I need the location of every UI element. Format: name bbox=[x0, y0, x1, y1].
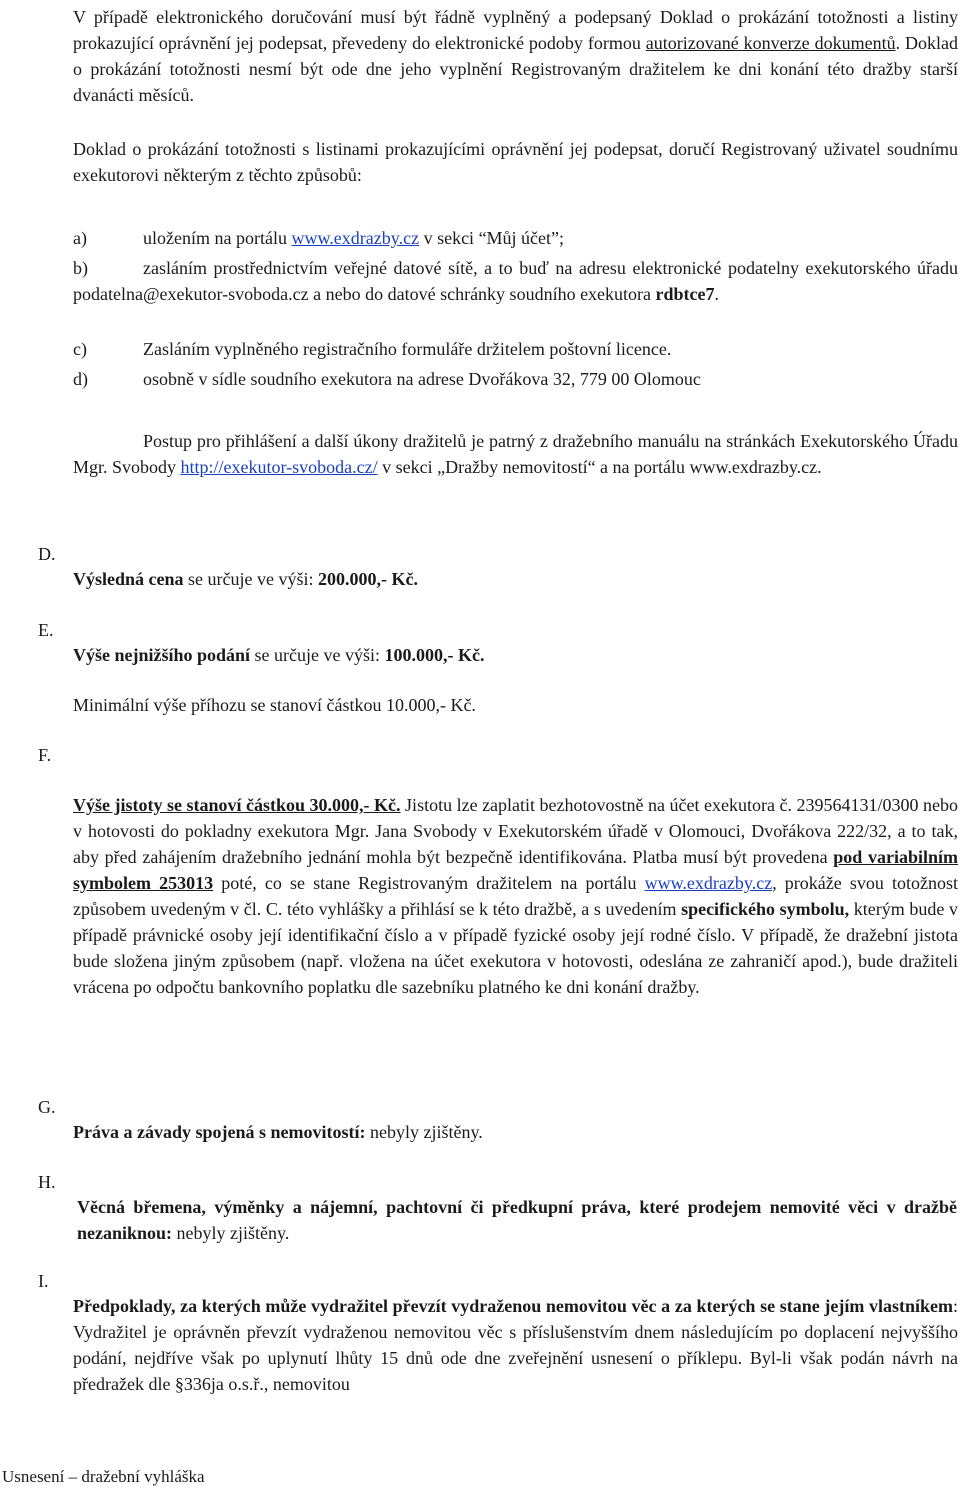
text: v sekci „Dražby nemovitostí“ a na portálu www.exdrazby.cz. bbox=[377, 457, 822, 477]
text: : Vydražitel je oprávněn převzít vydraženou nemovitou věc s příslušenstvím dnem následujícím po doplacení nejvyššího podání, nejdříve však po uplynutí lhůty 15 dnů ode dne zveřejnění usnesení o příklepu. Byl-li však podán návrh na předražek dle §336ja o.s.ř., nemovitou bbox=[73, 1296, 958, 1394]
exdrazby-link[interactable]: www.exdrazby.cz bbox=[644, 873, 773, 893]
text: uložením na portálu bbox=[143, 228, 292, 248]
text: specifického symbolu, bbox=[681, 899, 850, 919]
paragraph-electronic-delivery bbox=[73, 4, 958, 108]
text: V případě elektronického doručování musí být řádně vyplněný a podepsaný Doklad o prokázání totožnosti a listiny prokazující oprávnění jej podepsat, převedeny do elektronické podoby formou bbox=[73, 7, 958, 53]
text: Doklad o prokázání totožnosti s listinami prokazujícími oprávnění jej podepsat, doručí Registrovaný uživatel soudnímu exekutorovi některým z těchto způsobů: bbox=[73, 139, 958, 185]
text: , prokáže svou totožnost způsobem uvedeným v čl. C. této vyhlášky a přihlásí se k této dražbě, a s uvedením bbox=[73, 873, 959, 919]
list-marker: a) bbox=[73, 228, 87, 248]
text: 200.000,- Kč. bbox=[317, 569, 418, 589]
text: kterým bude v případě právnické osoby její identifikační číslo a v případě fyzické osoby její rodné číslo. V případě, že dražební jistota bude složena jiným způsobem (např. vložena na účet exekutora v hotovosti, odeslána ze zahraničí apod.), bude dražiteli vrácena po odpočtu bankovního poplatku dle sazebníku platného ke dni konání dražby. bbox=[73, 899, 958, 997]
section-letter-f: F. bbox=[38, 745, 52, 765]
text: Výše nejnižšího podání bbox=[73, 645, 251, 665]
paragraph-delivery-methods bbox=[73, 136, 958, 188]
section-letter-g: G. bbox=[38, 1097, 56, 1117]
text: osobně v sídle soudního exekutora na adrese Dvořákova 32, 779 00 Olomouc bbox=[143, 369, 701, 389]
conversion-link[interactable]: autorizované konverze dokumentů bbox=[645, 33, 896, 53]
section-letter-d: D. bbox=[38, 544, 56, 564]
text: se určuje ve výši: bbox=[183, 569, 318, 589]
text: 100.000,- Kč. bbox=[384, 645, 485, 665]
section-e-min-increment bbox=[73, 692, 958, 718]
section-f-deposit bbox=[73, 792, 958, 1000]
section-i-conditions bbox=[73, 1293, 958, 1397]
section-d-final-price bbox=[73, 566, 958, 592]
list-item-d bbox=[73, 366, 958, 392]
text: nebyly zjištěny. bbox=[172, 1223, 290, 1243]
section-e-lowest-bid bbox=[73, 642, 958, 668]
section-g-rights bbox=[73, 1119, 958, 1145]
text: se určuje ve výši: bbox=[250, 645, 385, 665]
text: Zasláním vyplněného registračního formuláře držitelem poštovní licence. bbox=[143, 339, 672, 359]
page-footer: Usnesení – dražební vyhláška bbox=[2, 1467, 205, 1486]
exdrazby-link[interactable]: www.exdrazby.cz bbox=[291, 228, 420, 248]
list-marker: d) bbox=[73, 369, 88, 389]
exekutor-svoboda-link[interactable]: http://exekutor-svoboda.cz/ bbox=[180, 457, 378, 477]
list-item-c bbox=[73, 336, 958, 362]
section-letter-e: E. bbox=[38, 620, 54, 640]
text: Práva a závady spojená s nemovitostí: bbox=[73, 1122, 366, 1142]
section-letter-i: I. bbox=[38, 1271, 49, 1291]
text: Výše jistoty se stanoví částkou 30.000,- Kč. bbox=[73, 795, 401, 815]
text: Postup pro přihlášení a další úkony dražitelů je patrný z dražebního manuálu na stránkách Exekutorského Úřadu Mgr. Svobody bbox=[73, 431, 958, 477]
paragraph-login-procedure bbox=[73, 428, 958, 480]
list-marker: b) bbox=[73, 258, 88, 278]
section-letter-h: H. bbox=[38, 1172, 56, 1192]
list-item-a bbox=[73, 225, 958, 251]
text: nebyly zjištěny. bbox=[365, 1122, 483, 1142]
data-box-id: rdbtce7 bbox=[655, 284, 715, 304]
list-marker: c) bbox=[73, 339, 87, 359]
text: Věcná břemena, výměnky a nájemní, pachtovní či předkupní práva, které prodejem nemovité věci v dražbě nezaniknou: bbox=[77, 1197, 957, 1243]
text: poté, co se stane Registrovaným dražitelem na portálu bbox=[213, 873, 645, 893]
text: . Doklad o prokázání totožnosti nesmí být ode dne jeho vyplnění Registrovaným dražitelem ke dni konání této dražby starší dvanácti měsíců. bbox=[73, 33, 959, 105]
text: Výsledná cena bbox=[73, 569, 184, 589]
text: Jistotu lze zaplatit bezhotovostně na účet exekutora č. 239564131/0300 nebo v hotovosti do pokladny exekutora Mgr. Jana Svobody v Exekutorském úřadě v Olomouci, Dvořákova 222/32, a to tak, aby před zahájením dražebního jednání mohla být bezpečně identifikována. Platba musí být provedena bbox=[73, 795, 958, 867]
text: v sekci “Můj účet”; bbox=[419, 228, 565, 248]
text: zasláním prostřednictvím veřejné datové sítě, a to buď na adresu elektronické podatelny exekutorského úřadu podatelna@exekutor-svoboda.cz a nebo do datové schránky soudního exekutora bbox=[73, 258, 958, 304]
text: Minimální výše příhozu se stanoví částkou 10.000,- Kč. bbox=[73, 695, 476, 715]
text: Předpoklady, za kterých může vydražitel převzít vydraženou nemovitou věc a za kterých se stane jejím vlastníkem bbox=[73, 1296, 953, 1316]
list-item-b bbox=[73, 255, 958, 307]
text: pod variabilním symbolem 253013 bbox=[73, 847, 958, 893]
section-h-easements bbox=[77, 1194, 957, 1246]
text: . bbox=[714, 284, 720, 304]
